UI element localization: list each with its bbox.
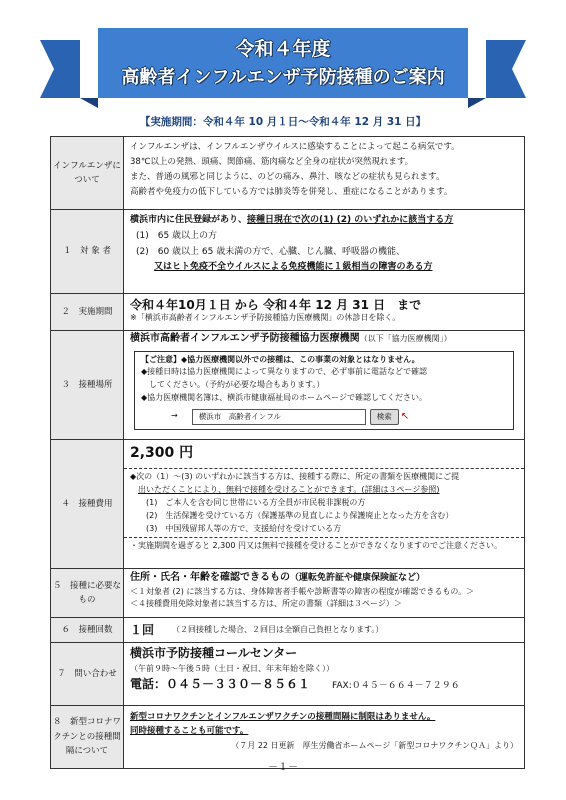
target-item-1: (1) 65 歳以上の方	[136, 230, 218, 241]
docs-sub: ＜４接種費用免除対象者に該当する方は、所定の書類（詳細は３ページ）＞	[130, 598, 402, 608]
search-widget	[171, 409, 507, 425]
title-banner	[40, 28, 526, 108]
place-note: してください。（予約が必要な場合もあります。）	[149, 380, 325, 390]
count-sub: （２回接種した場合、２回目は全額自己負担となります。）	[172, 625, 384, 634]
docs-main-sub: （運転免許証や健康保険証など）	[290, 573, 426, 583]
contact-content	[124, 643, 524, 705]
fee-exempt-item: (3) 中国残留邦人等の方で、支援給付を受けている方	[146, 523, 342, 533]
row-label: ７ 問い合わせ	[51, 643, 124, 705]
row-target	[51, 210, 524, 294]
about-line: 高齢者や免疫力の低下している方では肺炎等を併発し、重症になることがあります。	[130, 186, 453, 197]
count-content	[124, 618, 524, 642]
row-label: ２ 実施期間	[51, 294, 124, 330]
place-title: 横浜市高齢者インフルエンザ予防接種協力医療機関	[130, 333, 360, 344]
fee-exempt-item: (1) ご本人を含む同じ世帯にいる方全員が市民税非課税の方	[146, 497, 366, 507]
fee-exempt-intro-b: 出いただくことにより、無料で接種を受けることができます。(詳細は３ページ参照)	[138, 485, 440, 495]
row-fee	[51, 440, 524, 569]
place-caution-box	[134, 351, 514, 430]
place-note: ◆協力医療機関名簿は、横浜市健康福祉局のホームページで確認してください。	[141, 392, 427, 402]
target-item-2b: 又はヒト免疫不全ウイルスによる免疫機能に１級相当の障害のある方	[154, 262, 433, 273]
about-line: 38℃以上の発熱、頭痛、関節痛、筋肉痛など全身の症状が突然現れます。	[130, 156, 414, 167]
covid-line: 同時接種することも可能です。	[130, 726, 249, 737]
about-line: また、普通の風邪と同じように、のどの痛み、鼻汁、咳などの症状も見られます。	[130, 171, 445, 182]
target-item-2: (2) 60 歳以上 65 歳未満の方で、心臓、じん臓、呼吸器の機能、	[136, 246, 406, 257]
row-count	[51, 618, 524, 643]
contact-hours: （午前９時～午後５時（土日・祝日、年末年始を除く））	[130, 663, 334, 673]
place-caution: 【ご注意】◆協力医療機関以外での接種は、この事業の対象とはなりません。	[141, 354, 420, 364]
covid-source: （７月 22 日更新 厚生労働省ホームページ「新型コロナワクチンＱＡ」より）	[231, 740, 518, 750]
page-number: －１－	[268, 762, 298, 773]
search-input[interactable]: 横浜市 高齢者インフル	[192, 409, 366, 425]
banner-title-year: 令和４年度	[235, 38, 331, 60]
fee-content	[124, 440, 524, 568]
row-about	[51, 137, 524, 210]
docs-main: 住所・氏名・年齢を確認できるもの	[130, 572, 290, 583]
count-main: １回	[130, 622, 155, 637]
cursor-icon: ↖	[400, 410, 410, 422]
target-content	[124, 210, 524, 293]
period-main: 令和４年10月１日 から 令和４年 12 月 31 日 まで	[130, 298, 422, 312]
row-period	[51, 294, 524, 331]
docs-content	[124, 569, 524, 617]
row-label: ４ 接種費用	[51, 440, 124, 568]
row-place	[51, 331, 524, 440]
arrow-icon: →	[171, 411, 178, 421]
row-label: ３ 接種場所	[51, 331, 124, 439]
place-content	[124, 331, 524, 439]
row-label: ５ 接種に必要なもの	[51, 569, 124, 617]
fee-exempt-item: (2) 生活保護を受けている方（保護基準の見直しにより保護廃止となった方を含む）	[146, 510, 454, 520]
target-intro-cond: (1) (2) のいずれかに該当する方	[319, 215, 454, 225]
fee-amount: 2,300 円	[130, 445, 194, 461]
row-label: １ 対 象 者	[51, 210, 124, 293]
docs-sub: ＜１対象者 (2) に該当する方は、身体障害者手帳や診断書等の障害の程度が確認できるもの。＞	[130, 586, 475, 596]
contact-name: 横浜市予防接種コールセンター	[130, 646, 298, 660]
banner-title-main: 高齢者インフルエンザ予防接種のご案内	[121, 67, 445, 88]
about-content	[124, 137, 524, 209]
covid-line: 新型コロナワクチンとインフルエンザワクチンの接種間隔に制限はありません。	[130, 712, 436, 722]
fee-after-note: ・実施期間を過ぎると 2,300 円又は無料で接種を受けることができなくなりますのでご注意ください。	[130, 541, 502, 551]
row-label: ８ 新型コロナワクチンとの接種間隔について	[51, 706, 124, 768]
place-title-sub: （以下「協力医療機関」）	[359, 334, 452, 343]
info-table	[50, 136, 525, 769]
about-line: インフルエンザは、インフルエンザウイルスに感染することによって起こる病気です。	[130, 142, 460, 152]
period-note: ※「横浜市高齢者インフルエンザ予防接種協力医療機関」の休診日を除く。	[130, 313, 401, 323]
tel-number: ０４５－３３０－８５６１	[166, 676, 311, 691]
row-contact	[51, 643, 524, 706]
row-label: インフルエンザについて	[51, 137, 124, 209]
place-note: ◆接種日時は協力医療機関によって異なりますので、必ず事前に電話などで確認	[141, 367, 427, 377]
target-intro-date: 接種日現在で次の	[247, 215, 320, 225]
tel-label: 電話：	[130, 676, 167, 691]
implementation-period: 【実施期間：令和４年 10 月１日～令和４年 12 月 31 日】	[139, 116, 427, 128]
fax-number: FAX:０４５－６６４－７２９６	[332, 680, 460, 691]
search-button[interactable]: 検索	[370, 409, 399, 425]
period-content	[124, 294, 524, 330]
row-docs	[51, 569, 524, 618]
fee-exempt-intro: ◆次の（1）～(3) のいずれかに該当する方は、接種する際に、所定の書類を医療機関にご提	[130, 472, 460, 482]
target-intro: 横浜市内に住民登録があり、	[130, 215, 248, 225]
row-label: ６ 接種回数	[51, 618, 124, 642]
